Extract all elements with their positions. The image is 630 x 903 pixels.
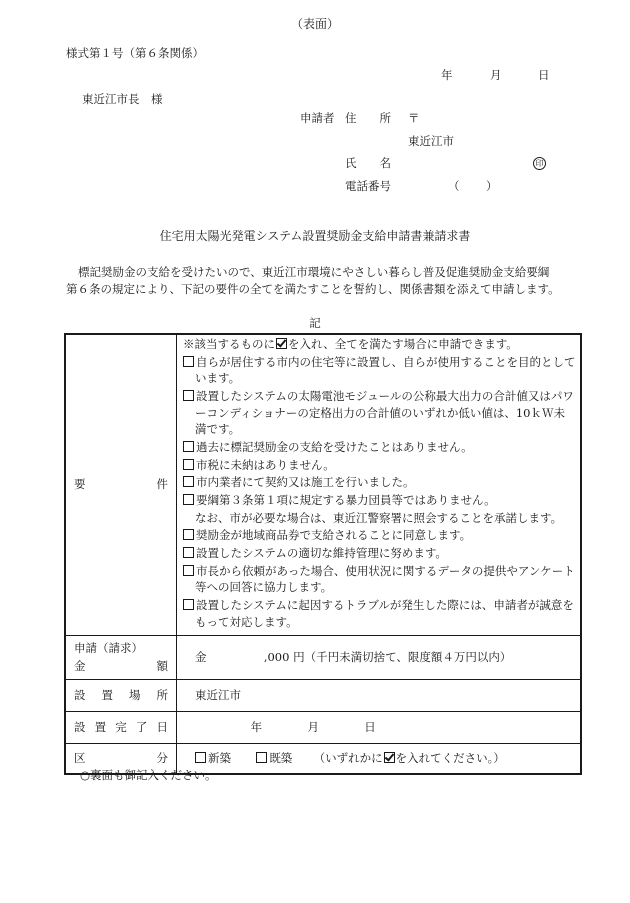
amount-label-left: 金 xyxy=(74,658,86,673)
completion-date-cell[interactable] xyxy=(177,712,582,744)
phone-paren-open: （ xyxy=(448,179,460,193)
location-label-char: 場 xyxy=(129,688,141,702)
date-month: 月 xyxy=(490,68,502,82)
checkbox-icon[interactable] xyxy=(183,494,194,505)
applicant-city: 東近江市 xyxy=(408,134,454,148)
requirement-text: 奨励金が地域商品券で支給されることに同意します。 xyxy=(196,528,472,543)
completion-month: 月 xyxy=(307,720,319,734)
existing-build-option[interactable] xyxy=(256,751,292,765)
checkbox-icon[interactable] xyxy=(183,356,194,367)
checkbox-icon[interactable] xyxy=(183,390,194,401)
requirement-item[interactable] xyxy=(183,545,576,562)
applicant-role-label: 申請者 xyxy=(300,111,335,125)
category-instruction-before: （いずれかに xyxy=(313,750,383,765)
new-build-option[interactable] xyxy=(195,751,231,765)
seal-mark xyxy=(533,155,546,171)
address-label: 住 所 xyxy=(345,111,391,125)
checked-box-icon xyxy=(384,752,395,763)
completion-label xyxy=(65,712,177,744)
checkbox-icon[interactable] xyxy=(183,547,194,558)
amount-row xyxy=(65,636,581,680)
requirement-text: 市税に未納はありません。 xyxy=(196,457,335,472)
requirement-text: 過去に標記奨励金の支給を受けたことはありません。 xyxy=(196,439,473,454)
requirement-item[interactable] xyxy=(183,563,576,596)
checkbox-icon[interactable] xyxy=(183,565,194,576)
requirement-text: 自らが居住する市内の住宅等に設置し、自らが使用することを目的としています。 xyxy=(195,354,576,386)
completion-row xyxy=(65,712,581,744)
requirement-text: 設置したシステムの適切な維持管理に努めます。 xyxy=(196,545,447,560)
completion-label-char: 完 xyxy=(115,720,127,734)
requirement-item[interactable] xyxy=(183,492,576,509)
completion-label-char: 置 xyxy=(94,720,107,734)
requirements-label-left: 要 xyxy=(74,477,86,492)
amount-value: ,000 円（千円未満切捨て、限度額４万円以内） xyxy=(263,650,512,664)
instruction-before: ※該当するものに xyxy=(183,337,275,351)
requirement-item[interactable] xyxy=(183,439,576,456)
category-label-right: 分 xyxy=(156,750,168,765)
location-label-char: 置 xyxy=(101,688,113,702)
requirement-note: なお、市が必要な場合は、東近江警察署に照会することを承諾します。 xyxy=(195,510,563,525)
phone-paren-close: ） xyxy=(486,179,498,193)
location-row xyxy=(65,680,581,712)
existing-build-label: 既築 xyxy=(269,750,293,765)
document-title: 住宅用太陽光発電システム設置奨励金支給申請書兼請求書 xyxy=(159,229,471,243)
completion-label-char: 日 xyxy=(156,720,168,734)
checkbox-icon[interactable] xyxy=(183,529,194,540)
requirement-item[interactable] xyxy=(183,597,576,630)
requirements-label xyxy=(65,334,177,636)
new-build-label: 新築 xyxy=(208,750,231,765)
checkbox-icon[interactable] xyxy=(195,752,206,763)
requirement-text: 設置したシステムの太陽電池モジュールの公称最大出力の合計値又はパワーコンディショナーの定格出力の合計値のいずれか低い値は、10ｋＷ未満です。 xyxy=(195,388,574,437)
requirement-item[interactable] xyxy=(183,474,576,491)
amount-cell[interactable] xyxy=(177,636,582,680)
amount-label-right: 額 xyxy=(156,658,168,673)
requirements-label-right: 件 xyxy=(156,477,168,492)
addressee: 東近江市長 様 xyxy=(82,92,163,106)
requirements-instruction xyxy=(183,337,576,353)
form-number: 様式第１号（第６条関係） xyxy=(66,46,204,60)
application-table xyxy=(64,333,582,775)
requirement-item[interactable] xyxy=(183,527,576,544)
category-label-left: 区 xyxy=(74,750,86,765)
checkbox-icon[interactable] xyxy=(256,752,267,763)
category-cell xyxy=(177,744,582,774)
requirement-text: 市内業者にて契約又は施工を行いました。 xyxy=(196,475,415,490)
phone-label: 電話番号 xyxy=(345,179,391,193)
amount-label-line1: 申請（請求） xyxy=(74,641,143,656)
ki-mark: 記 xyxy=(309,316,321,330)
category-instruction xyxy=(314,751,505,765)
instruction-after: を入れ、全てを満たす場合に申請できます。 xyxy=(288,337,518,351)
checkbox-icon[interactable] xyxy=(183,459,194,470)
location-label-char: 所 xyxy=(156,688,168,702)
checkbox-icon[interactable] xyxy=(183,476,194,487)
requirement-text: 設置したシステムに起因するトラブルが発生した際には、申請者が誠意をもって対応します。 xyxy=(195,597,574,629)
amount-label xyxy=(65,636,177,680)
completion-label-char: 設 xyxy=(74,720,86,734)
requirement-text: 市長から依頼があった場合、使用状況に関するデータの提供やアンケート等への回答に協力します。 xyxy=(195,563,575,595)
amount-prefix: 金 xyxy=(195,650,207,664)
requirement-item[interactable] xyxy=(183,457,576,474)
footer-note: ○裏面も御記入ください。 xyxy=(80,768,217,782)
requirement-item[interactable] xyxy=(183,388,576,438)
requirements-cell xyxy=(177,334,582,636)
completion-label-char: 了 xyxy=(135,720,148,734)
location-label-char: 設 xyxy=(74,688,86,702)
requirement-text: 要綱第３条第１項に規定する暴力団員等ではありません。 xyxy=(196,492,496,507)
checked-box-icon xyxy=(276,338,287,349)
document-body: 標記奨励金の支給を受けたいので、東近江市環境にやさしい暮らし普及促進奨励金支給要綱第６条の規定により、下記の要件の全てを満たすことを誓約し、関係書類を添えて申請します。 xyxy=(66,265,560,296)
name-label: 氏 名 xyxy=(345,156,391,170)
date-day: 日 xyxy=(538,68,550,82)
postal-mark: 〒 xyxy=(408,111,420,125)
completion-year: 年 xyxy=(250,720,263,734)
location-label xyxy=(65,680,177,712)
seal-icon: 印 xyxy=(533,157,546,170)
location-value[interactable]: 東近江市 xyxy=(177,680,582,712)
requirement-item[interactable] xyxy=(183,354,576,387)
requirements-row xyxy=(65,334,581,636)
completion-day: 日 xyxy=(364,720,376,734)
checkbox-icon[interactable] xyxy=(183,441,194,452)
face-label: （表面） xyxy=(290,17,339,31)
checkbox-icon[interactable] xyxy=(183,599,194,610)
category-instruction-after: を入れてください。） xyxy=(395,750,505,765)
date-year: 年 xyxy=(441,68,453,82)
